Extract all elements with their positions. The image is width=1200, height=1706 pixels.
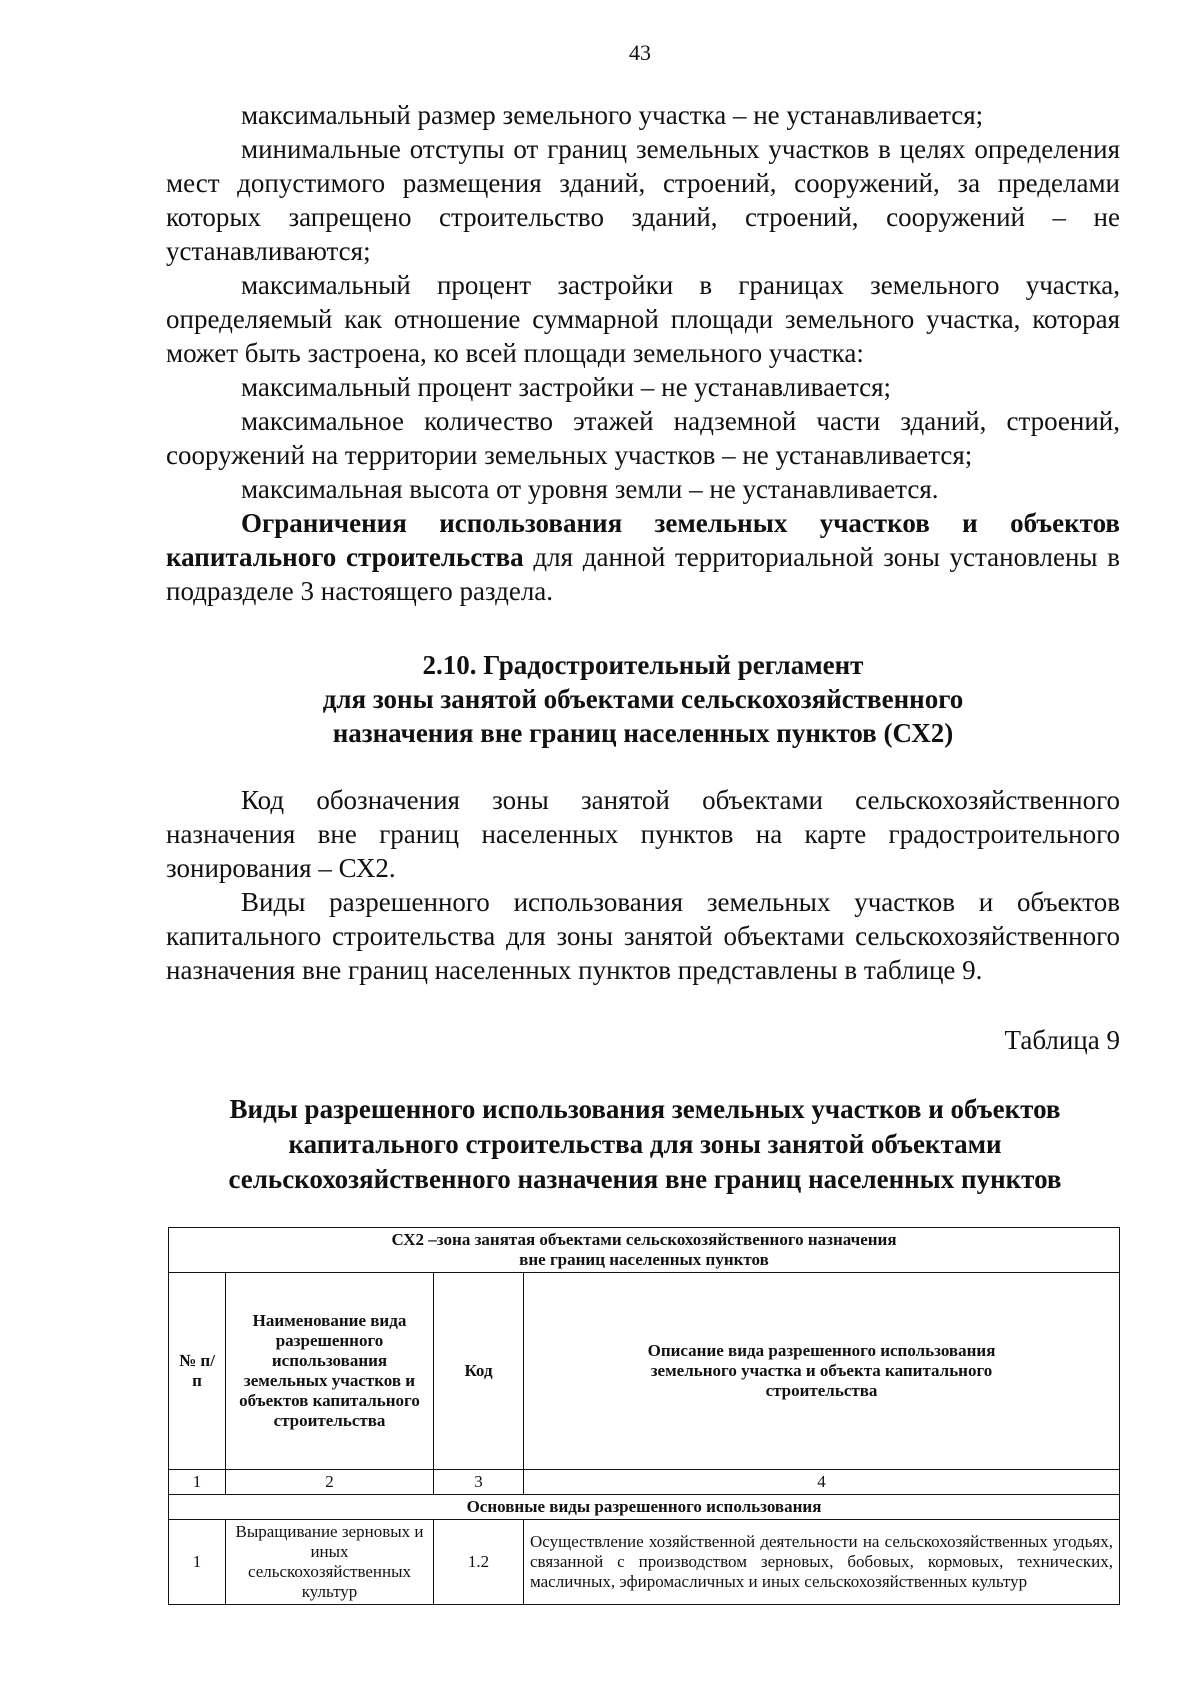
body-text — [166, 98, 1120, 608]
row-number: 1 — [169, 1520, 226, 1605]
paragraph: Виды разрешенного использования земельных участков и объектов капитального строительства для зоны занятой объектами сельскохозяйственного назначения вне границ населенных пунктов представлены в таблице 9. — [166, 887, 1120, 985]
intro-text — [166, 783, 1120, 987]
paragraph: максимальный размер земельного участка – не устанавливается; — [241, 100, 984, 130]
zone-header-row — [169, 1228, 1120, 1273]
column-number: 4 — [524, 1470, 1120, 1495]
column-header-row — [169, 1273, 1120, 1470]
column-header-name: Наименование вида разрешенного использования земельных участков и объектов капитального строительства — [226, 1273, 434, 1470]
table-title — [120, 1092, 1170, 1197]
table-row — [169, 1520, 1120, 1605]
zone-header-line: СХ2 –зона занятая объектами сельскохозяйственного назначения — [391, 1230, 897, 1249]
paragraph: максимальная высота от уровня земли – не устанавливается. — [241, 474, 939, 504]
column-number: 3 — [434, 1470, 524, 1495]
table-title-line: капитального строительства для зоны занятой объектами — [288, 1129, 1002, 1159]
restrictions-bold: Ограничения использования земельных участков и объектов капитального строительства — [166, 508, 1120, 572]
row-code: 1.2 — [434, 1520, 524, 1605]
page-number: 43 — [629, 40, 651, 65]
section-heading — [166, 648, 1120, 750]
paragraph: максимальный процент застройки – не устанавливается; — [241, 372, 892, 402]
column-number: 2 — [226, 1470, 434, 1495]
section-heading-line: назначения вне границ населенных пунктов (СХ2) — [332, 718, 954, 748]
section-main-label: Основные виды разрешенного использования — [169, 1495, 1120, 1520]
column-header-description: Описание вида разрешенного использования земельного участка и объекта капитального строительства — [524, 1273, 1120, 1470]
row-name: Выращивание зерновых и иных сельскохозяйственных культур — [226, 1520, 434, 1605]
table-title-line: сельскохозяйственного назначения вне границ населенных пунктов — [228, 1164, 1062, 1194]
section-heading-line: 2.10. Градостроительный регламент — [422, 650, 864, 680]
section-heading-line: для зоны занятой объектами сельскохозяйственного — [322, 684, 964, 714]
paragraph: максимальный процент застройки в границах земельного участка, определяемый как отношение суммарной площади земельного участка, которая может быть застроена, ко всей площади земельного участка: — [166, 270, 1120, 368]
restrictions-paragraph — [166, 506, 1120, 608]
table-title-line: Виды разрешенного использования земельных участков и объектов — [229, 1094, 1061, 1124]
row-description: Осуществление хозяйственной деятельности на сельскохозяйственных угодьях, связанной с производством зерновых, бобовых, кормовых, технических, масличных, эфиромасличных и иных сельскохозяйственных культур — [524, 1520, 1120, 1605]
section-row — [169, 1495, 1120, 1520]
table-label: Таблица 9 — [1004, 1025, 1120, 1055]
restrictions-rest: для данной территориальной зоны установлены в подразделе 3 настоящего раздела. — [166, 542, 1120, 606]
column-number: 1 — [169, 1470, 226, 1495]
paragraph: минимальные отступы от границ земельных участков в целях определения мест допустимого размещения зданий, строений, сооружений, за пределами которых запрещено строительство зданий, строений, сооружений – не устанавливаются; — [166, 134, 1120, 266]
column-header-code: Код — [434, 1273, 524, 1470]
paragraph: максимальное количество этажей надземной части зданий, строений, сооружений на территории земельных участков – не устанавливается; — [166, 406, 1120, 470]
permitted-uses-table — [168, 1227, 1120, 1605]
column-header-number: № п/п — [169, 1273, 226, 1470]
zone-header-line: вне границ населенных пунктов — [519, 1250, 769, 1269]
column-number-row — [169, 1470, 1120, 1495]
zone-header-cell — [169, 1228, 1120, 1273]
paragraph: Код обозначения зоны занятой объектами сельскохозяйственного назначения вне границ населенных пунктов на карте градостроительного зонирования – СХ2. — [166, 785, 1120, 883]
